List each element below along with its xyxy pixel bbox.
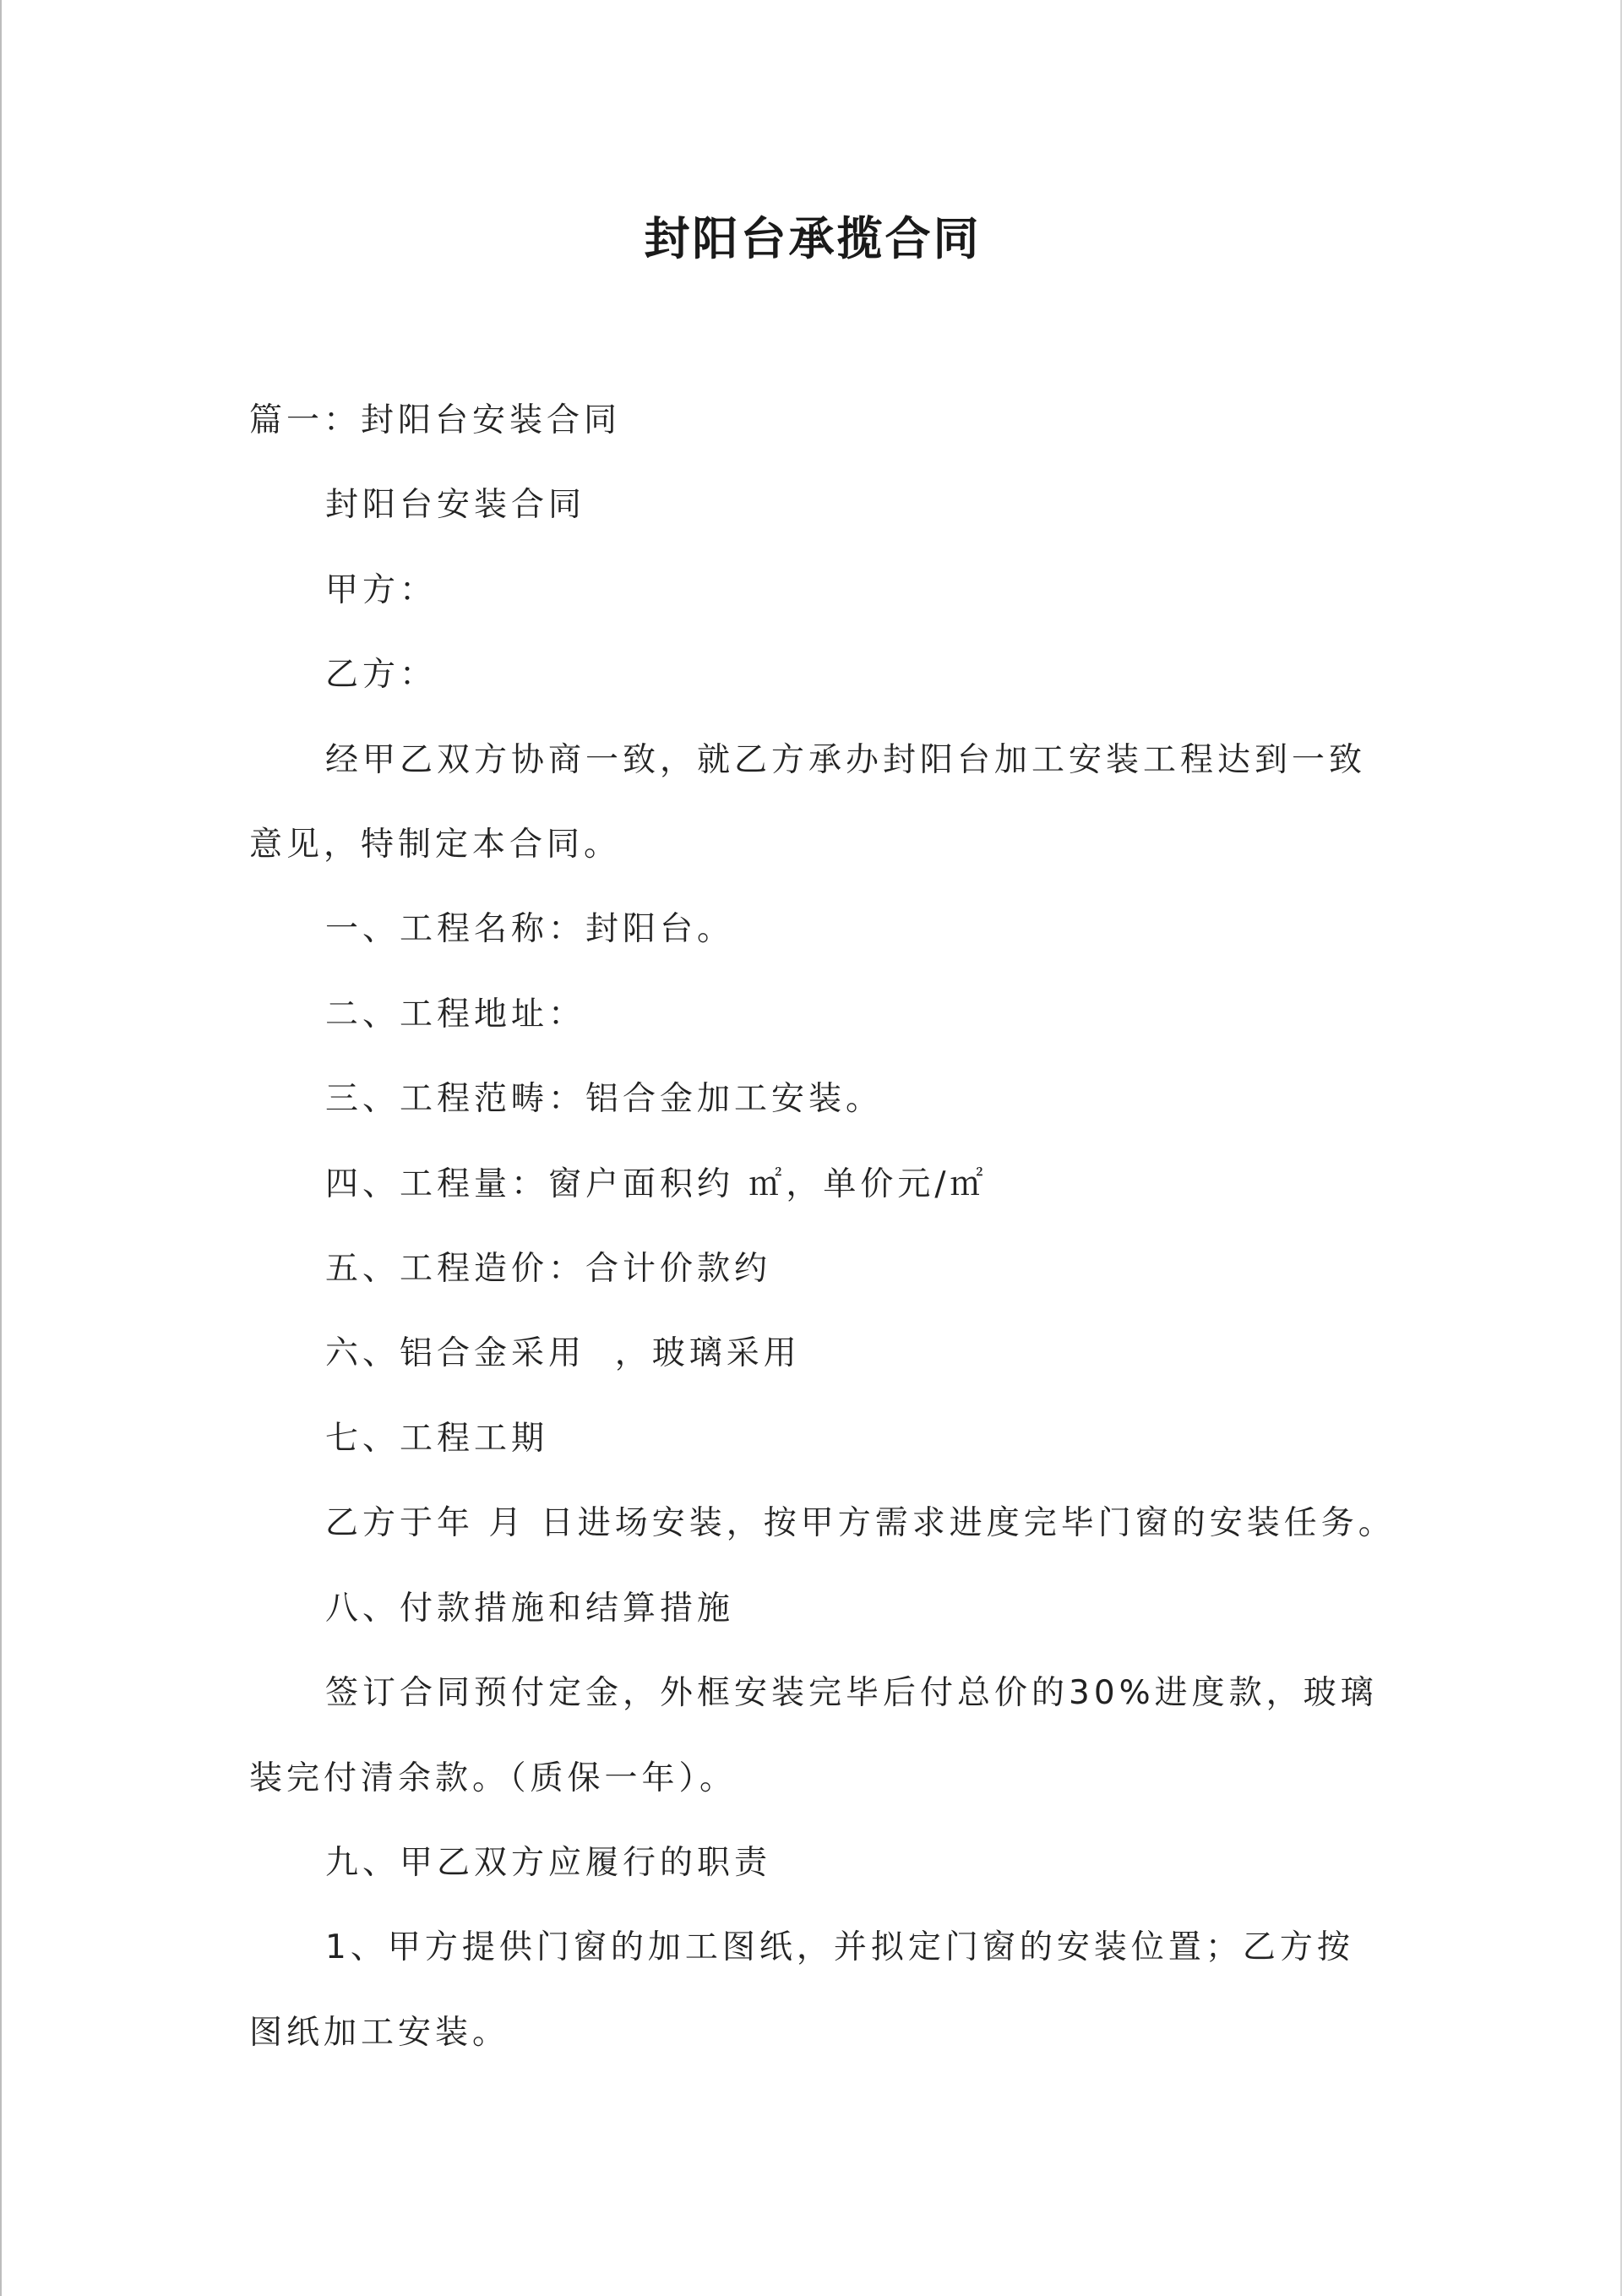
paragraph: 一、工程名称：封阳台。 [325, 910, 735, 949]
paragraph: 图纸加工安装。 [249, 2013, 510, 2052]
paragraph: 意见，特制定本合同。 [249, 826, 622, 864]
paragraph: 六、铝合金采用 ，玻璃采用 [325, 1334, 801, 1373]
paragraph: 装完付清余款。（质保一年）。 [249, 1759, 738, 1797]
paragraph: 乙方于年 月 日进场安装，按甲方需求进度完毕门窗的安装任务。 [325, 1504, 1396, 1543]
paragraph: 三、工程范畴：铝合金加工安装。 [325, 1080, 884, 1119]
paragraph: 经甲乙双方协商一致，就乙方承办封阳台加工安装工程达到一致 [325, 740, 1367, 779]
paragraph: 甲方： [325, 570, 438, 609]
paragraph: 八、付款措施和结算措施 [325, 1589, 735, 1628]
document-title: 封阳台承揽合同 [644, 211, 982, 265]
paragraph: 九、甲乙双方应履行的职责 [325, 1843, 772, 1882]
paragraph: 乙方： [325, 656, 438, 695]
paragraph: 签订合同预付定金，外框安装完毕后付总价的30%进度款，玻璃 [325, 1674, 1378, 1713]
paragraph: 1、甲方提供门窗的加工图纸，并拟定门窗的安装位置；乙方按 [325, 1928, 1354, 1967]
paragraph: 四、工程量：窗户面积约 ㎡，单价元/㎡ [325, 1164, 988, 1203]
paragraph: 篇一：封阳台安装合同 [249, 401, 622, 439]
document-body [249, 379, 1396, 2075]
paragraph: 七、工程工期 [325, 1419, 549, 1458]
paragraph: 二、工程地址： [325, 995, 586, 1033]
paragraph: 五、工程造价：合计价款约 [325, 1250, 772, 1289]
paragraph: 封阳台安装合同 [325, 486, 586, 525]
